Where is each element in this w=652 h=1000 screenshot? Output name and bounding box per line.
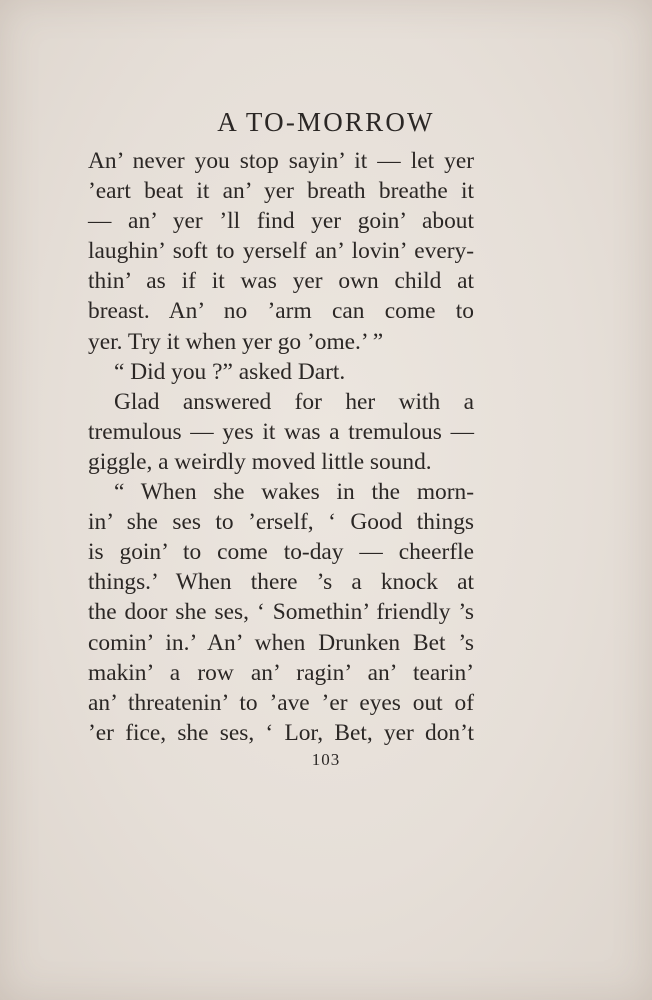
text-line: thin’ as if it was yer own child at (88, 268, 474, 295)
text-line: comin’ in.’ An’ when Drunken Bet ’s (88, 629, 474, 656)
text-line: tremulous — yes it was a tremulous — (88, 418, 474, 445)
text-line: Glad answered for her with a (114, 388, 474, 415)
body-text (88, 146, 474, 748)
text-line: is goin’ to come to-day — cheerfle (88, 539, 474, 566)
text-line: An’ never you stop sayin’ it — let yer (88, 148, 474, 174)
text-line: giggle, a weirdly moved little sound. (88, 448, 432, 475)
text-line: makin’ a row an’ ragin’ an’ tearin’ (88, 659, 474, 686)
text-line: yer. Try it when yer go ’ome.’ ” (88, 328, 384, 355)
text-line: in’ she ses to ’erself, ‘ Good things (88, 509, 474, 536)
text-line: — an’ yer ’ll find yer goin’ about (88, 208, 474, 235)
running-head: A TO-MORROW (217, 107, 435, 137)
text-line: an’ threatenin’ to ’ave ’er eyes out of (88, 689, 474, 716)
text-line: the door she ses, ‘ Somethin’ friendly ’s (88, 599, 474, 626)
text-line: laughin’ soft to yerself an’ lovin’ every- (88, 238, 474, 265)
text-line: things.’ When there ’s a knock at (88, 569, 474, 596)
text-line: breast. An’ no ’arm can come to (88, 298, 474, 325)
text-line: ’eart beat it an’ yer breath breathe it (88, 178, 474, 205)
text-line: “ Did you ?” asked Dart. (114, 358, 346, 385)
text-line: ’er fice, she ses, ‘ Lor, Bet, yer don’t (88, 719, 474, 746)
page-number: 103 (311, 750, 341, 769)
text-line: “ When she wakes in the morn- (114, 479, 474, 506)
